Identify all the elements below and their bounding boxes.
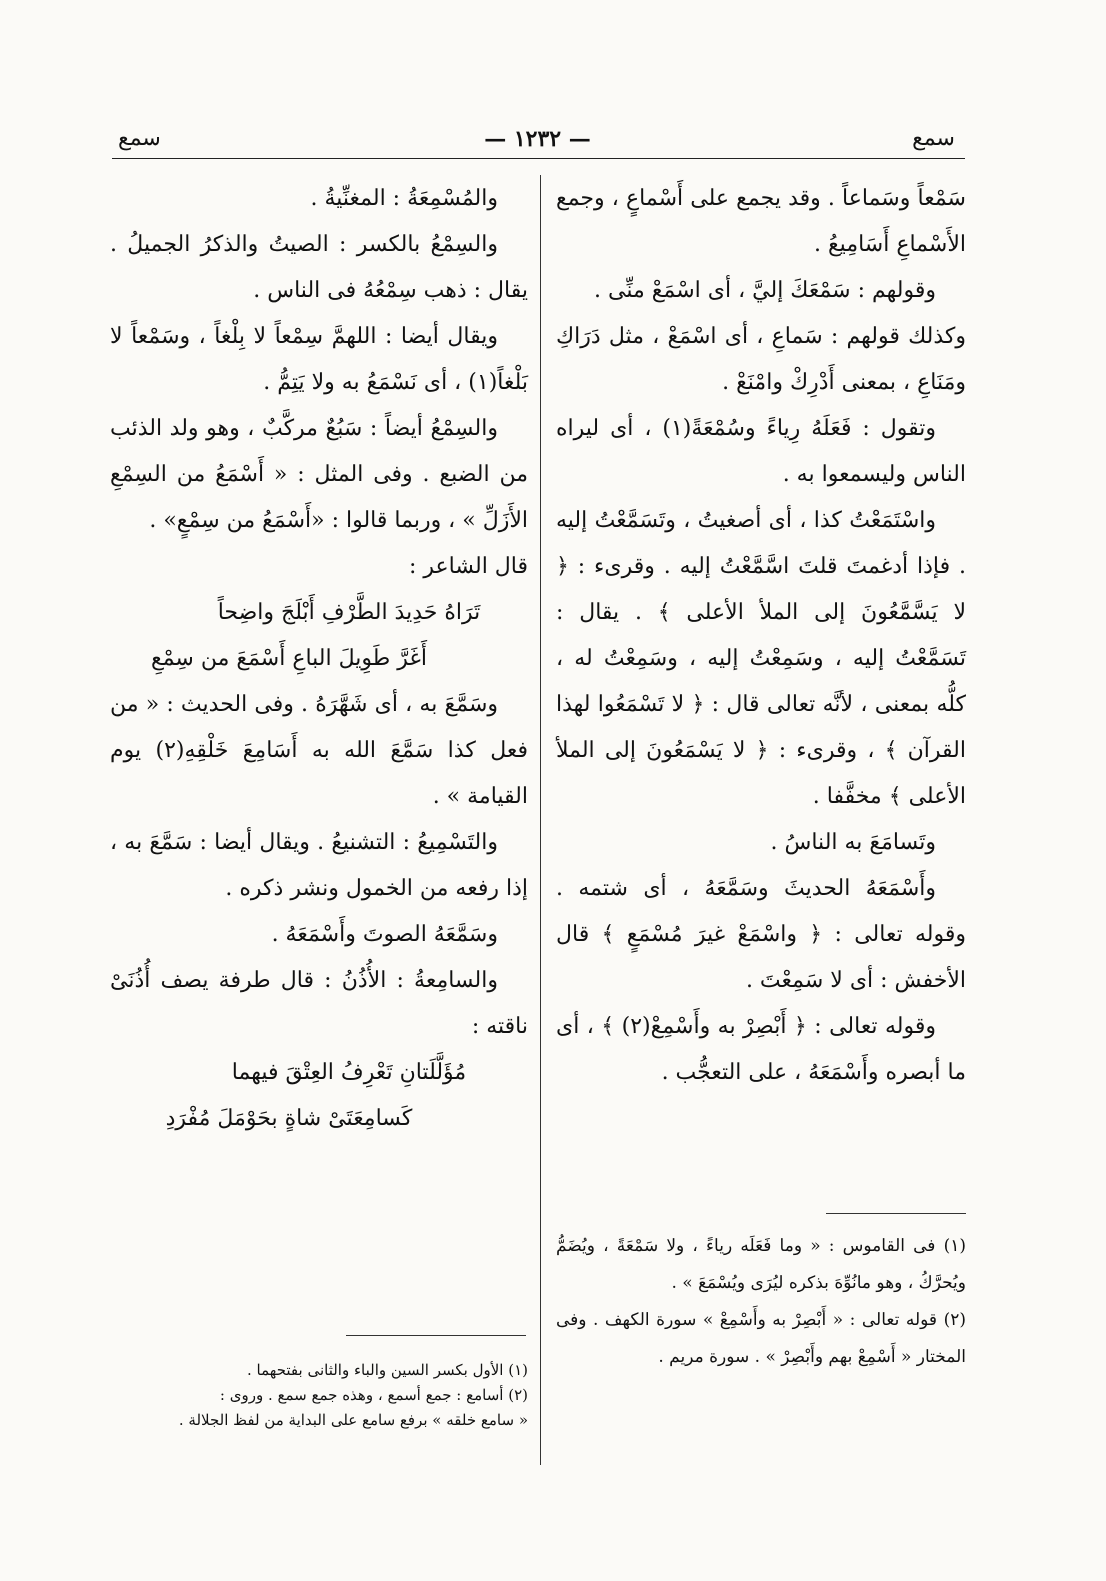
verse-hemistich: مُؤَلَّلَتانِ تَعْرِفُ العِتْقَ فيهما	[231, 1060, 467, 1085]
left-footnotes	[110, 1358, 528, 1433]
verse-hemistich: أَغَرَّ طَوِيلَ الباعِ أَسْمَعَ من سِمْعِ	[150, 646, 428, 671]
page-number: — ١٢٣٢ —	[484, 126, 591, 152]
header-headword-right: سمع	[912, 126, 955, 151]
verse-hemistich: كَسامِعَتَىْ شاةٍ بحَوْمَلَ مُفْرَدِ	[165, 1106, 413, 1131]
header-rule	[112, 158, 965, 159]
verse-hemistich: تَرَاهُ حَدِيدَ الطَّرْفِ أَبْلَجَ واضِحاً	[217, 600, 481, 625]
entry-paragraph: وتقول : فَعَلَهُ رِياءً وسُمْعَةً(١) ، أى ليراه الناس وليسمعوا به .	[556, 416, 966, 487]
entry-paragraph: والتَسْمِيعُ : التشنيعُ . ويقال أيضا : سَمَّعَ به ، إذا رفعه من الخمول ونشر ذكره .	[110, 830, 528, 901]
entry-paragraph: وسَمَّعَ به ، أى شَهَّرَهُ . وفى الحديث : « من فعل كذا سَمَّعَ الله به أَسَامِعَ خَلْقِهِ(٢) يوم القيامة » .	[110, 692, 528, 809]
entry-paragraph: والمُسْمِعَةُ : المغنِّيةُ .	[310, 186, 498, 211]
entry-paragraph: وقولهم : سَمْعَكَ إليَّ ، أى اسْمَعْ منِّى .	[594, 278, 936, 303]
left-column	[110, 176, 528, 1142]
right-column	[556, 176, 966, 1096]
footnote: « سامع خلقه » برفع سامع على البداية من لفظ الجلالة .	[178, 1411, 528, 1429]
entry-paragraph: ويقال أيضا : اللهمَّ سِمْعاً لا بِلْغاً ، وسَمْعاً لا بَلْغاً(١) ، أى نَسْمَعُ به ولا يَتِمُّ .	[110, 324, 528, 395]
column-divider	[540, 175, 541, 1465]
entry-paragraph: والسِمْعُ أيضاً : سَبُعٌ مركَّبٌ ، وهو ولد الذئب من الضبع . وفى المثل : « أَسْمَعُ من السِمْعِ الأَزَلِّ » ، وربما قالوا : «أَسْمَعُ من سِمْعٍ» .	[110, 416, 528, 533]
footnote-rule-left	[346, 1335, 526, 1336]
entry-paragraph: وكذلك قولهم : سَماعِ ، أى اسْمَعْ ، مثل دَرَاكِ ومَنَاعِ ، بمعنى أَدْرِكْ وامْنَعْ .	[556, 324, 966, 395]
entry-paragraph: والسامِعةُ : الأُذُنُ : قال طرفة يصف أُذُنَىْ ناقته :	[110, 968, 528, 1039]
entry-paragraph: واسْتَمَعْتُ كذا ، أى أصغيتُ ، وتَسَمَّعْتُ إليه . فإذا أدغمتَ قلتَ اسَّمَّعْتُ إليه . وقرىء : ﴿ لا يَسَّمَّعُونَ إلى الملأ الأعلى ﴾ . يقال : تَسَمَّعْتُ إليه ، وسَمِعْتُ إليه ، وسَمِعْتُ له ، كلُّه بمعنى ، لأنَّه تعالى قال : ﴿ لا تَسْمَعُوا لهذا القرآن ﴾ ، وقرىء : ﴿ لا يَسْمَعُونَ إلى الملأ الأعلى ﴾ مخفَّفا .	[556, 508, 966, 809]
entry-paragraph: والسِمْعُ بالكسر : الصيتُ والذكرُ الجميلُ . يقال : ذهب سِمْعُهُ فى الناس .	[110, 232, 528, 303]
right-footnotes	[556, 1228, 966, 1376]
footnote-rule-right	[826, 1213, 966, 1214]
footnote: (٢) أسامع : جمع أسمع ، وهذه جمع سمع . وروى :	[219, 1386, 528, 1404]
entry-paragraph: وقوله تعالى : ﴿ أَبْصِرْ به وأَسْمِعْ(٢) ﴾ ، أى ما أبصره وأَسْمَعَهُ ، على التعجُّب .	[556, 1014, 966, 1085]
entry-paragraph: قال الشاعر :	[408, 554, 528, 579]
footnote: (٢) قوله تعالى : « أَبْصِرْ به وأَسْمِعْ » سورة الكهف . وفى المختار « أَسْمِعْ بهم وأَبْصِرْ » . سورة مريم .	[556, 1310, 966, 1367]
running-header	[110, 124, 965, 158]
entry-paragraph: وتَسامَعَ به الناسُ .	[770, 830, 936, 855]
entry-paragraph: وأَسْمَعَهُ الحديثَ وسَمَّعَهُ ، أى شتمه . وقوله تعالى : ﴿ واسْمَعْ غيرَ مُسْمَعٍ ﴾ قال الأخفش : أى لا سَمِعْتَ .	[556, 876, 966, 993]
entry-paragraph: وسَمَّعَهُ الصوتَ وأَسْمَعَهُ .	[271, 922, 498, 947]
footnote: (١) الأول بكسر السين والباء والثانى بفتحهما .	[247, 1361, 528, 1379]
header-headword-left: سمع	[118, 126, 161, 151]
entry-paragraph: سَمْعاً وسَماعاً . وقد يجمع على أَسْماعٍ ، وجمع الأَسْماعِ أَسَامِيعُ .	[556, 186, 966, 257]
footnote: (١) فى القاموس : « وما فَعَلَه رياءً ، ولا سَمْعَةً ، ويُضَمُّ ويُحرَّكُ ، وهو مانُوِّهَ بذكره ليُرَى ويُسْمَعَ » .	[556, 1236, 966, 1293]
